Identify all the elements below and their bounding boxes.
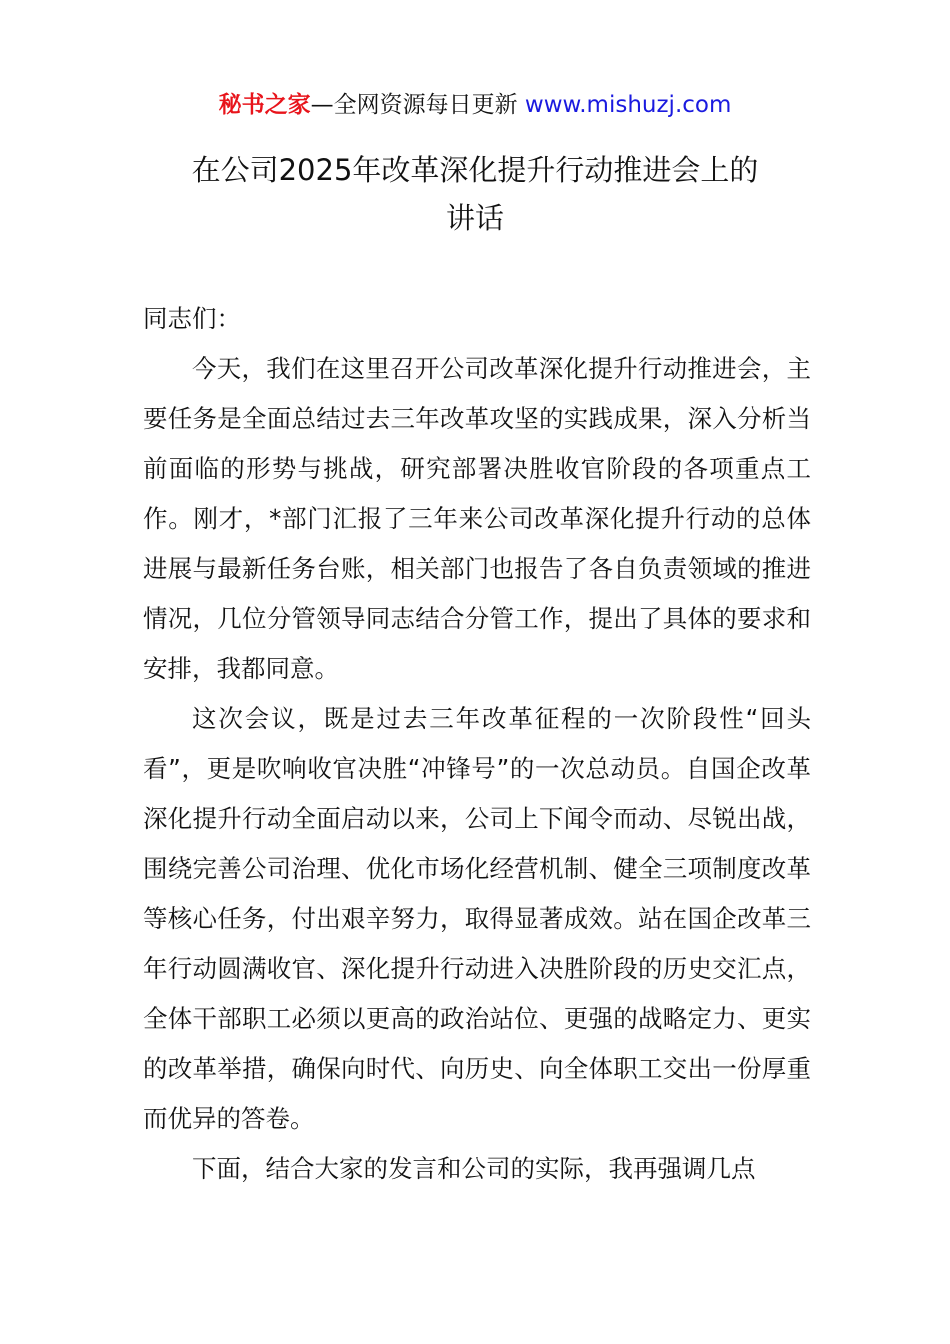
paragraph-2: 这次会议，既是过去三年改革征程的一次阶段性“回头看”，更是吹响收官决胜“冲锋号”的一次总动员。自国企改革深化提升行动全面启动以来，公司上下闻令而动、尽锐出战，围绕完善公司治理、优化市场化经营机制、健全三项制度改革等核心任务，付出艰辛努力，取得显著成效。站在国企改革三年行动圆满收官、深化提升行动进入决胜阶段的历史交汇点，全体干部职工必须以更高的政治站位、更强的战略定力、更实的改革举措，确保向时代、向历史、向全体职工交出一份厚重而优异的答卷。 <box>143 704 811 1133</box>
title-line-2: 讲话 <box>445 201 504 235</box>
document-body <box>143 294 811 1194</box>
paragraph-1: 今天，我们在这里召开公司改革深化提升行动推进会，主要任务是全面总结过去三年改革攻坚的实践成果，深入分析当前面临的形势与挑战，研究部署决胜收官阶段的各项重点工作。刚才，*部门汇报了三年来公司改革深化提升行动的总体进展与最新任务台账，相关部门也报告了各自负责领域的推进情况，几位分管领导同志结合分管工作，提出了具体的要求和安排，我都同意。 <box>143 354 811 683</box>
paragraph-3: 下面，结合大家的发言和公司的实际，我再强调几点 <box>192 1154 756 1183</box>
brand-name: 秘书之家 <box>218 92 311 118</box>
header-slogan: —全网资源每日更新 <box>310 92 518 118</box>
title-line-1: 在公司2025年改革深化提升行动推进会上的 <box>191 153 759 187</box>
site-header <box>0 88 950 122</box>
site-url-link[interactable]: www.mishuzj.com <box>524 92 732 118</box>
document-title <box>130 146 820 242</box>
salutation: 同志们： <box>143 304 241 333</box>
